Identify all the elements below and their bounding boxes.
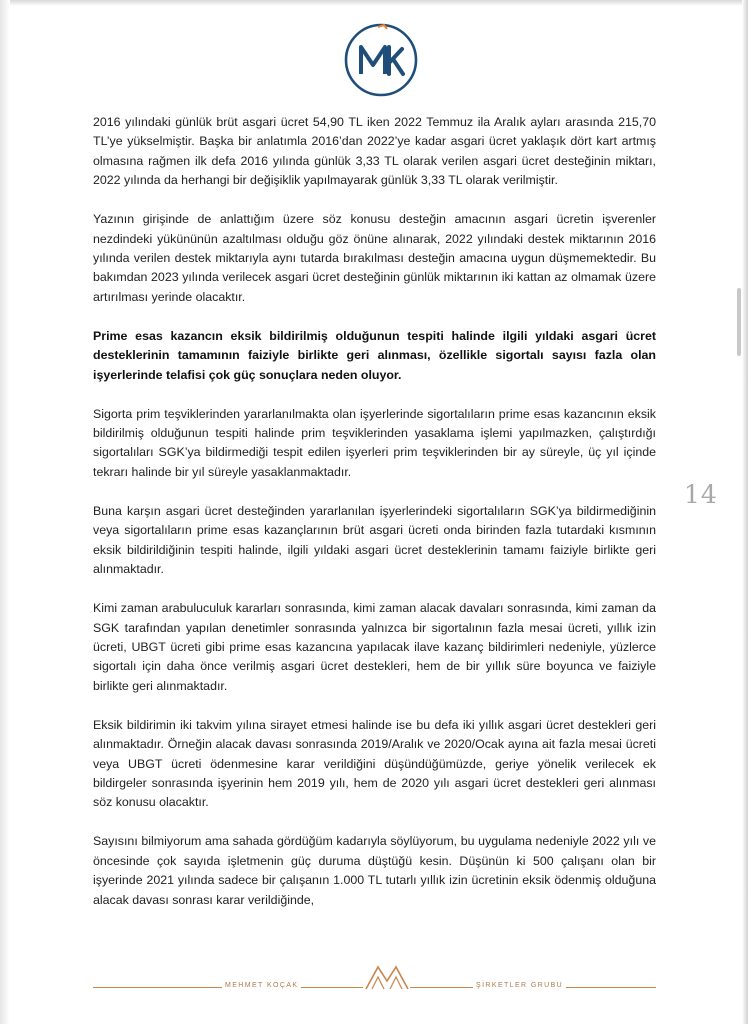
paragraph: Kimi zaman arabuluculuk kararları sonrasında, kimi zaman alacak davaları sonrasında, kimi zaman da SGK tarafından yapılan denetimler sonrasında yalnızca bir sigortalının fazla mesai ücreti, yıllık izin ücreti, UBGT ücreti gibi prime esas kazancına yapılacak ilave kazanç bildirimleri nedeniyle, yüzlerce sigortalı için daha önce verilmiş asgari ücret destekleri, hem de bir yıllık süre boyunca ve faiziyle birlikte geri alınmaktadır. <box>93 601 656 693</box>
paragraph: 2016 yılındaki günlük brüt asgari ücret 54,90 TL iken 2022 Temmuz ila Aralık ayları arasında 215,70 TL’ye yükselmiştir. Başka bir anlatımla 2016’dan 2022’ye kadar asgari ücret yaklaşık dört kart artmış olmasına rağmen ilk defa 2016 yılında günlük 3,33 TL olarak verilen asgari ücret desteğinin miktarı, 2022 yılında da herhangi bir değişiklik yapılmayarak günlük 3,33 TL olarak verilmiştir. <box>93 115 656 188</box>
paragraph: Yazının girişinde de anlattığım üzere söz konusu desteğin amacının asgari ücretin işverenler nezdindeki yükününün azaltılması olduğu göz önüne alınarak, 2022 yılındaki destek miktarının 2016 yılında verilen destek miktarıyla aynı tutarda bırakılması desteğin amacına uygun düşmemektedir. Bu bakımdan 2023 yılında verilecek asgari ücret desteğinin günlük miktarının iki kattan az olmamak üzere artırılması yerinde olacaktır. <box>93 212 656 304</box>
paragraph: Sigorta prim teşviklerinden yararlanılmakta olan işyerlerinde sigortalıların prime esas kazancının eksik bildirilmiş olduğunun tespiti halinde prim teşviklerinden yasaklama işlemi yapılmazken, çalıştırdığı sigortalıları SGK’ya bildirmediği tespit edilen işyerleri prim teşviklerinden bir ay süreyle, üç yıl içinde tekrarı halinde bir yıl süreyle yasaklanmaktadır. <box>93 406 656 479</box>
section-heading: Prime esas kazancın eksik bildirilmiş olduğunun tespiti halinde ilgili yıldaki asgari ücret desteklerinin tamamının faiziyle birlikte geri alınması, özellikle sigortalı sayısı fazla olan işyerlerinde telafisi çok güç sonuçlara neden oluyor. <box>93 328 656 382</box>
scrollbar-thumb[interactable] <box>737 288 741 356</box>
page-number: 14 <box>684 480 718 509</box>
paragraph: Sayısını bilmiyorum ama sahada gördüğüm kadarıyla söylüyorum, bu uygulama nedeniyle 2022 yılı ve öncesinde çok sayıda işletmenin güç duruma düştüğü kesin. Düşünün ki 500 çalışanı olan bir işyerinde 2021 yılında sadece bir çalışanın 1.000 TL tutarlı yıllık izin ücretinin eksik ödenmiş olduğuna alacak davası sonrası karar verildiğinde, <box>93 834 656 907</box>
page-left-shadow <box>0 0 10 1024</box>
article-body <box>93 113 656 930</box>
paragraph: Eksik bildirimin iki takvim yılına sirayet etmesi halinde ise bu defa iki yıllık asgari ücret destekleri geri alınmaktadır. Örneğin alacak davası sonrasında 2019/Aralık ve 2020/Ocak ayına ait fazla mesai ücreti veya UBGT ücreti ödenmesine karar verildiğini düşündüğümüzde, geriye yönelik verilecek ek bildirgeler sonrasında işyerinin hem 2019 yılı, hem de 2020 yılı asgari ücret destekleri geri alınması söz konusu olacaktır. <box>93 717 656 810</box>
mk-logo <box>342 21 420 99</box>
footer-brand-name: MEHMET KOÇAK <box>222 982 301 989</box>
footer-group-label: ŞİRKETLER GRUBU <box>473 982 566 989</box>
page-top-shadow <box>0 0 748 6</box>
footer-mountain-icon <box>364 963 410 991</box>
paragraph: Buna karşın asgari ücret desteğinden yararlanılan işyerlerindeki sigortalıların SGK’ya bildirmediğinin veya sigortalıların prime esas kazançlarının brüt asgari ücreti onda birinden fazla tutardaki kısmının eksik bildirildiğinin tespiti halinde, ilgili yıldaki asgari ücret desteklerinin tamamı faiziyle birlikte geri alınmaktadır. <box>93 503 656 577</box>
page-right-shadow <box>742 0 748 1024</box>
